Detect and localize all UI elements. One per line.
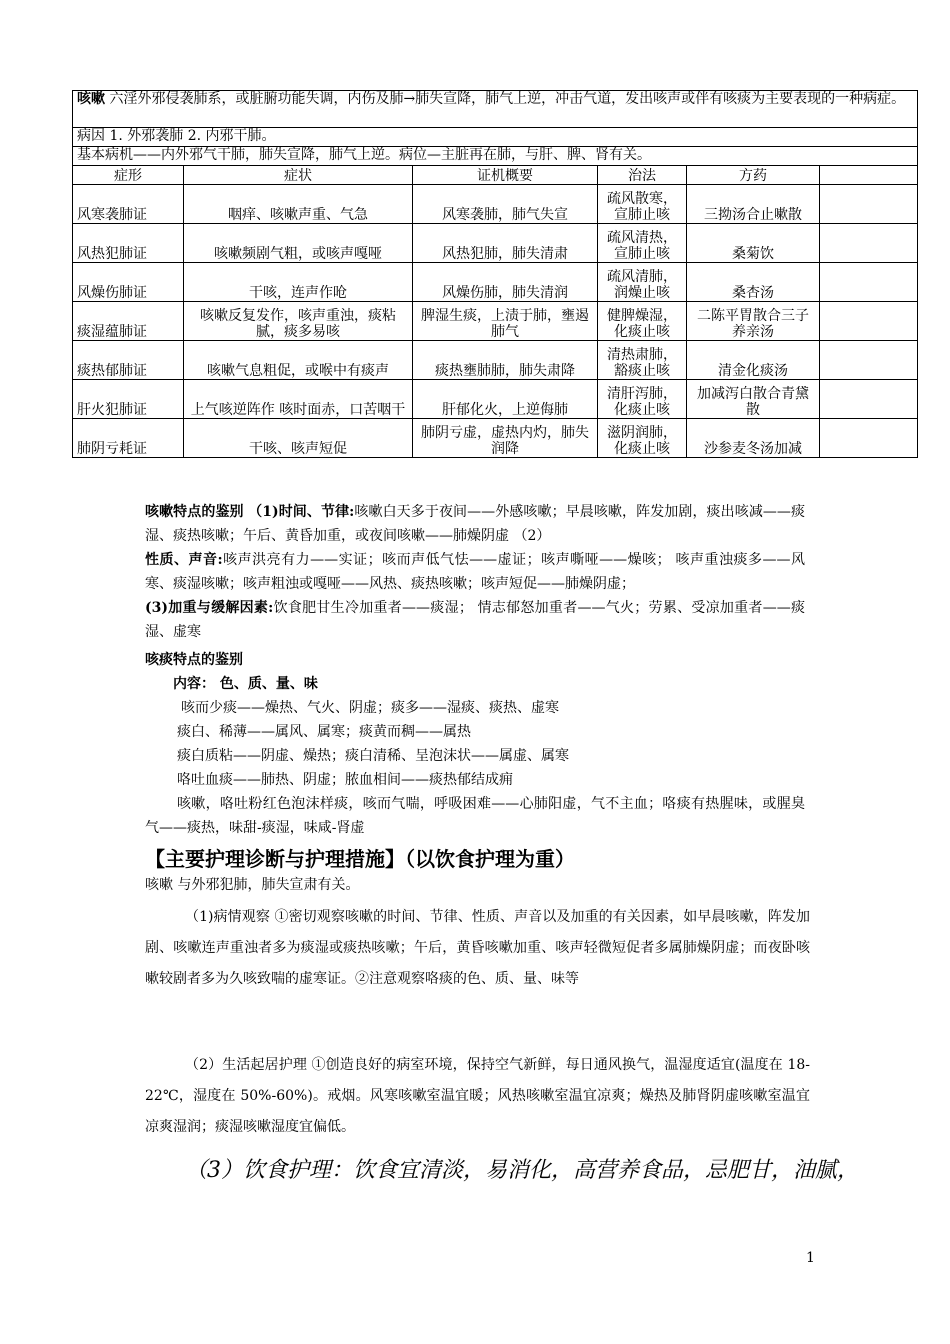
- syndrome-cell: 痰热郁肺证: [73, 341, 184, 380]
- empty-cell: [820, 380, 918, 419]
- observation-paragraph: （1)病情观察 ①密切观察咳嗽的时间、节律、性质、声音以及加重的有关因素，如早晨咳嗽，阵发加剧、咳嗽连声重浊者多为痰湿或痰热咳嗽；午后，黄昏咳嗽加重、咳声轻微短促者多属肺燥阴虚；而夜卧咳嗽较剧者多为久咳致喘的虚寒证。②注意观察咯痰的色、质、量、味等: [145, 909, 810, 987]
- cough-p1-text: 咳嗽白天多于夜间——外感咳嗽；早晨咳嗽，阵发加剧，痰出咳减——痰湿、痰热咳嗽；午后、黄昏加重，或夜间咳嗽——肺燥阴虚: [145, 504, 805, 544]
- cough-p3-label: (3)加重与缓解因素:: [145, 600, 274, 616]
- symptom-cell: 咳嗽气息粗促，或喉中有痰声: [184, 341, 413, 380]
- sputum-features-section: [145, 648, 805, 840]
- mechanism-summary-cell: 脾湿生痰，上渍于肺，壅遏肺气: [413, 302, 598, 341]
- intro-text: 六淫外邪侵袭肺系，或脏腑功能失调，内伤及肺→肺失宣降，肺气上逆，冲击气道，发出咳声或伴有咳痰为主要表现的一种病症。: [105, 91, 906, 107]
- cough-features-p3: [145, 596, 805, 644]
- syndrome-cell: 风燥伤肺证: [73, 263, 184, 302]
- table-row: [73, 419, 918, 458]
- sputum-line: 咯吐血痰——肺热、阴虚；脓血相间——痰热郁结成痈: [177, 772, 513, 788]
- living-care-paragraph: （2）生活起居护理 ①创造良好的病室环境，保持空气新鲜，每日通风换气，温湿度适宜(温度在 18-22℃，湿度在 50%-60%)。戒烟。风寒咳嗽室温宜暖；风热咳嗽室温宜凉爽；燥热及肺肾阴虚咳嗽室温宜凉爽湿润；痰湿咳嗽湿度宜偏低。: [145, 1057, 810, 1135]
- formula-cell: 二陈平胃散合三子养亲汤: [687, 302, 820, 341]
- empty-cell: [820, 341, 918, 380]
- nursing-living-care: [145, 1050, 810, 1143]
- symptom-cell: 上气咳逆阵作 咳时面赤，口苦咽干: [184, 380, 413, 419]
- empty-cell: [820, 185, 918, 224]
- treatment-cell: 疏风清肺，润燥止咳: [598, 263, 687, 302]
- nursing-diagnosis: 咳嗽 与外邪犯肺，肺失宣肃有关。: [145, 877, 360, 893]
- cough-features-title: 咳嗽特点的鉴别: [145, 504, 244, 520]
- syndrome-table: [72, 90, 918, 458]
- symptom-cell: 干咳、咳声短促: [184, 419, 413, 458]
- cough-features-p1: [145, 500, 805, 548]
- treatment-cell: 滋阴润肺，化痰止咳: [598, 419, 687, 458]
- table-row: [73, 302, 918, 341]
- cough-features-p2: [145, 548, 805, 596]
- cough-p2-label: 性质、声音:: [145, 552, 223, 568]
- table-row: [73, 224, 918, 263]
- cough-features-section: [145, 500, 805, 644]
- page-number: 1: [806, 1250, 815, 1266]
- header-cell: 治法: [598, 166, 687, 185]
- symptom-cell: 干咳，连声作呛: [184, 263, 413, 302]
- cough-p3-text: 饮食肥甘生冷加重者——痰湿； 情志郁怒加重者——气火；劳累、受凉加重者——痰湿、虚寒: [145, 600, 805, 640]
- diet-care-line: （3）饮食护理：饮食宜清淡，易消化，高营养食品，忌肥甘，油腻，: [185, 1158, 859, 1183]
- intro-label: 咳嗽: [77, 91, 105, 107]
- treatment-cell: 清肝泻肺，化痰止咳: [598, 380, 687, 419]
- nursing-observation: [145, 902, 810, 995]
- empty-cell: [820, 224, 918, 263]
- treatment-cell: 健脾燥湿，化痰止咳: [598, 302, 687, 341]
- cough-p2-num: （2）: [513, 528, 551, 544]
- mechanism-summary-cell: 风寒袭肺，肺气失宣: [413, 185, 598, 224]
- header-cell: [820, 166, 918, 185]
- mechanism-cell: 基本病机——内外邪气干肺，肺失宣降，肺气上逆。病位—主脏再在肺，与肝、脾、肾有关。: [73, 147, 918, 166]
- sputum-line: 咳而少痰——燥热、气火、阴虚；痰多——湿痰、痰热、虚寒: [181, 700, 559, 716]
- treatment-cell: 疏风散寒，宣肺止咳: [598, 185, 687, 224]
- cough-p1-label: （1)时间、节律:: [248, 504, 355, 520]
- syndrome-cell: 风热犯肺证: [73, 224, 184, 263]
- treatment-cell: 疏风清热，宣肺止咳: [598, 224, 687, 263]
- formula-cell: 三拗汤合止嗽散: [687, 185, 820, 224]
- symptom-cell: 咽痒、咳嗽声重、气急: [184, 185, 413, 224]
- formula-cell: 沙参麦冬汤加减: [687, 419, 820, 458]
- sputum-line: 痰白质粘——阴虚、燥热；痰白清稀、呈泡沫状——属虚、属寒: [177, 748, 569, 764]
- table-row: [73, 263, 918, 302]
- sputum-line: 痰白、稀薄——属风、属寒；痰黄而稠——属热: [177, 724, 471, 740]
- mechanism-summary-cell: 风燥伤肺，肺失清润: [413, 263, 598, 302]
- mechanism-summary-cell: 风热犯肺，肺失清肃: [413, 224, 598, 263]
- header-cell: 方药: [687, 166, 820, 185]
- table-row: [73, 185, 918, 224]
- formula-cell: 清金化痰汤: [687, 341, 820, 380]
- sputum-line: 咳嗽，咯吐粉红色泡沫样痰，咳而气喘，呼吸困难——心肺阳虚，气不主血；咯痰有热腥味，或腥臭气——痰热，味甜-痰湿，味咸-肾虚: [145, 796, 805, 836]
- formula-cell: 加减泻白散合青黛散: [687, 380, 820, 419]
- header-cell: 症状: [184, 166, 413, 185]
- intro-cell: [73, 91, 918, 128]
- header-cell: 证机概要: [413, 166, 598, 185]
- table-row: [73, 341, 918, 380]
- mechanism-summary-cell: 肝郁化火，上逆侮肺: [413, 380, 598, 419]
- symptom-cell: 咳嗽频剧气粗，或咳声嘎哑: [184, 224, 413, 263]
- mechanism-summary-cell: 痰热壅肺肺，肺失肃降: [413, 341, 598, 380]
- empty-cell: [820, 263, 918, 302]
- cause-cell: 病因 1. 外邪袭肺 2. 内邪干肺。: [73, 128, 918, 147]
- empty-cell: [820, 302, 918, 341]
- syndrome-cell: 肝火犯肺证: [73, 380, 184, 419]
- syndrome-cell: 痰湿蕴肺证: [73, 302, 184, 341]
- sputum-features-title: 咳痰特点的鉴别: [145, 652, 243, 668]
- formula-cell: 桑杏汤: [687, 263, 820, 302]
- syndrome-cell: 风寒袭肺证: [73, 185, 184, 224]
- empty-cell: [820, 419, 918, 458]
- table-row: [73, 380, 918, 419]
- nursing-heading: 【主要护理诊断与护理措施】（以饮食护理为重）: [145, 847, 575, 871]
- table-header-row: [73, 166, 918, 185]
- syndrome-cell: 肺阴亏耗证: [73, 419, 184, 458]
- mechanism-summary-cell: 肺阴亏虚，虚热内灼，肺失润降: [413, 419, 598, 458]
- formula-cell: 桑菊饮: [687, 224, 820, 263]
- sputum-content: 内容： 色、质、量、味: [173, 676, 318, 692]
- cough-p2-text: 咳声洪亮有力——实证；咳而声低气怯——虚证；咳声嘶哑——燥咳； 咳声重浊痰多——风寒、痰湿咳嗽；咳声粗浊或嘎哑——风热、痰热咳嗽；咳声短促——肺燥阴虚；: [145, 552, 805, 592]
- treatment-cell: 清热肃肺，豁痰止咳: [598, 341, 687, 380]
- header-cell: 症形: [73, 166, 184, 185]
- symptom-cell: 咳嗽反复发作，咳声重浊，痰粘腻，痰多易咳: [184, 302, 413, 341]
